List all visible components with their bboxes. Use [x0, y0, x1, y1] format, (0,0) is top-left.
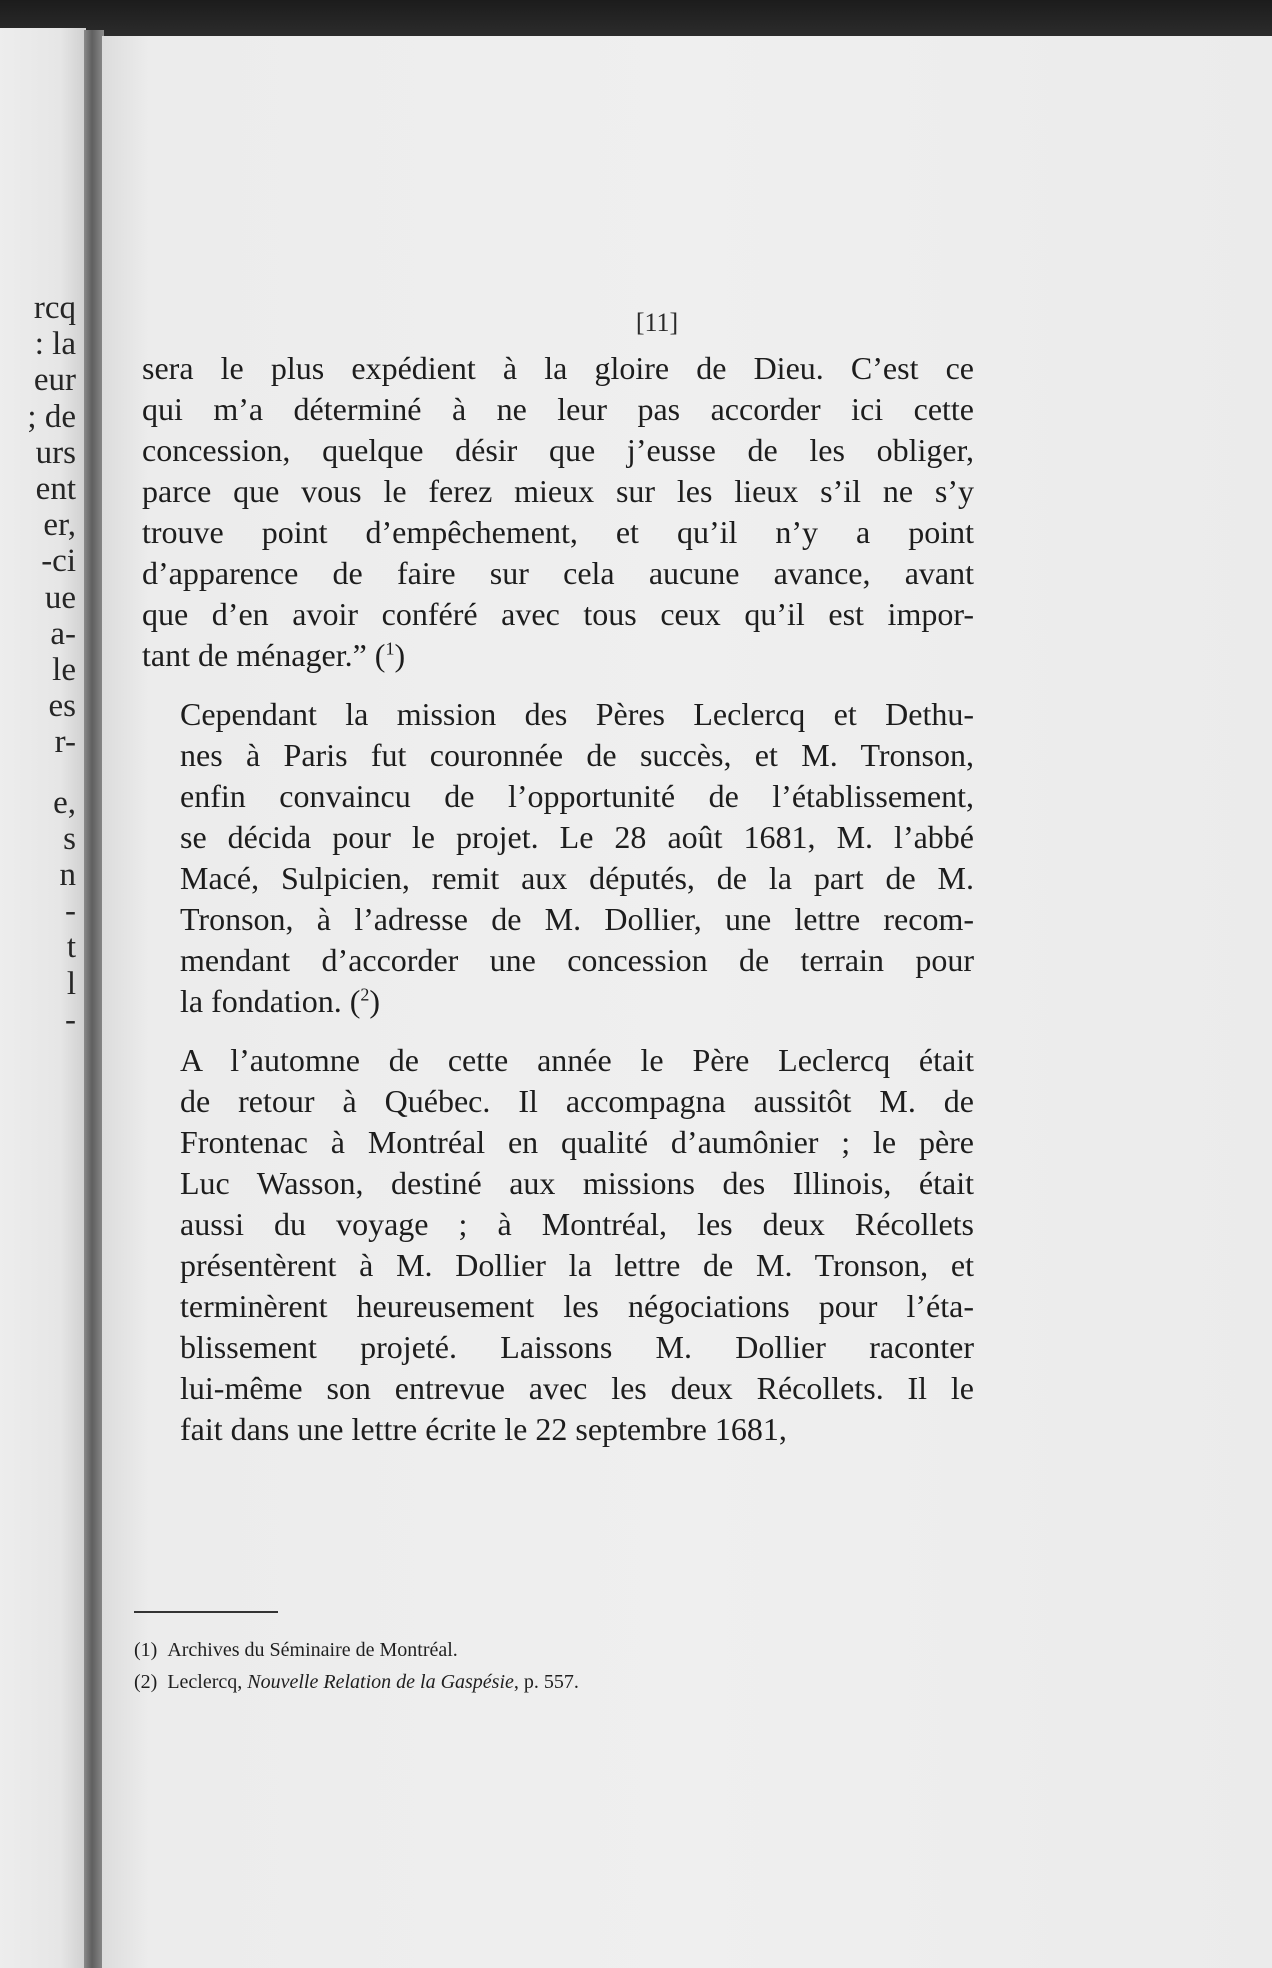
text-line: Macé, Sulpicien, remit aux députés, de la part de M. [180, 860, 974, 896]
left-page-fragment: -ci [41, 543, 76, 579]
text-line: nes à Paris fut couronnée de succès, et M. Tronson, [180, 737, 974, 773]
footnote-2-page: , p. 557. [513, 1671, 579, 1693]
paragraph-1 [142, 348, 974, 676]
text-line: A l’automne de cette année le Père Leclercq était [180, 1042, 974, 1078]
text-line: Cependant la mission des Pères Leclercq et Dethu- [180, 696, 974, 732]
left-page-fragment: n [59, 857, 76, 893]
left-page-edge [0, 28, 86, 1968]
footnote-2-title: Nouvelle Relation de la Gaspésie [247, 1671, 514, 1693]
left-page-fragment: l [66, 966, 76, 1002]
left-page-fragment: r- [54, 724, 76, 760]
text-line: se décida pour le projet. Le 28 août 1681, M. l’abbé [180, 819, 974, 855]
page-gutter [84, 30, 104, 1968]
closing-paren: ) [369, 983, 381, 1019]
page-number: [11] [635, 308, 679, 337]
left-page-fragment: - [65, 893, 76, 929]
text-line: de retour à Québec. Il accompagna aussitôt M. de [180, 1083, 974, 1119]
footnote-rule [134, 1611, 278, 1613]
footnote-reference: 1 [385, 638, 395, 659]
text-line: sera le plus expédient à la gloire de Dieu. C’est ce [142, 350, 974, 386]
book-page [102, 36, 1272, 1968]
text-line: tant de ménager.” ($^1$) [142, 637, 406, 673]
left-page-fragment: ent [35, 471, 76, 507]
left-page-fragment: le [52, 652, 76, 688]
text-line: que d’en avoir conféré avec tous ceux qu’il est impor- [142, 596, 974, 632]
footnote-1-number: (1) [134, 1639, 158, 1661]
left-page-fragment: ue [44, 580, 76, 616]
body-text [142, 348, 974, 1450]
text-line: présentèrent à M. Dollier la lettre de M. Tronson, et [180, 1247, 974, 1283]
footnotes [134, 1634, 834, 1698]
text-line: parce que vous le ferez mieux sur les lieux s’il ne s’y [142, 473, 974, 509]
left-page-fragment: : la [34, 326, 76, 362]
left-page-fragment: rcq [33, 290, 76, 326]
text-line: aussi du voyage ; à Montréal, les deux Récollets [180, 1206, 974, 1242]
paragraph-2 [142, 694, 974, 1022]
footnote-reference: 2 [360, 984, 370, 1005]
text-line: mendant d’accorder une concession de terrain pour [180, 942, 974, 978]
text-line: terminèrent heureusement les négociations pour l’éta- [180, 1288, 974, 1324]
left-page-fragment: t [66, 929, 76, 965]
text-line: d’apparence de faire sur cela aucune avance, avant [142, 555, 974, 591]
left-page-fragment: a- [50, 616, 76, 652]
footnote-1-text: Archives du Séminaire de Montréal. [167, 1639, 458, 1661]
text-line: la fondation. ($^2$) [180, 983, 381, 1019]
text-line: trouve point d’empêchement, et qu’il n’y a point [142, 514, 974, 550]
left-page-fragment: s [63, 821, 76, 857]
closing-paren: ) [394, 637, 406, 673]
footnote-2-author: Leclercq, [167, 1671, 248, 1693]
footnote-2 [134, 1666, 834, 1698]
footnote-1 [134, 1634, 834, 1666]
text-line: fait dans une lettre écrite le 22 septembre 1681, [180, 1411, 787, 1447]
footnote-2-number: (2) [134, 1671, 158, 1693]
text-line: Frontenac à Montréal en qualité d’aumônier ; le père [180, 1124, 974, 1160]
text-line: Luc Wasson, destiné aux missions des Illinois, était [180, 1165, 974, 1201]
text-line: Tronson, à l’adresse de M. Dollier, une lettre recom- [180, 901, 974, 937]
text-line: qui m’a déterminé à ne leur pas accorder ici cette [142, 391, 974, 427]
left-page-fragment: es [48, 688, 76, 724]
left-page-fragment: ; de [27, 399, 76, 435]
left-page-fragment: er, [43, 507, 76, 543]
left-page-fragment: e, [53, 785, 76, 821]
left-page-fragment: eur [33, 362, 76, 398]
text-line: blissement projeté. Laissons M. Dollier raconter [180, 1329, 974, 1365]
text-line: lui-même son entrevue avec les deux Récollets. Il le [180, 1370, 974, 1406]
left-page-fragment: - [65, 1002, 76, 1038]
left-page-fragment: urs [35, 435, 76, 471]
paragraph-3 [142, 1040, 974, 1450]
text-line: enfin convaincu de l’opportunité de l’établissement, [180, 778, 974, 814]
text-line: concession, quelque désir que j’eusse de les obliger, [142, 432, 974, 468]
